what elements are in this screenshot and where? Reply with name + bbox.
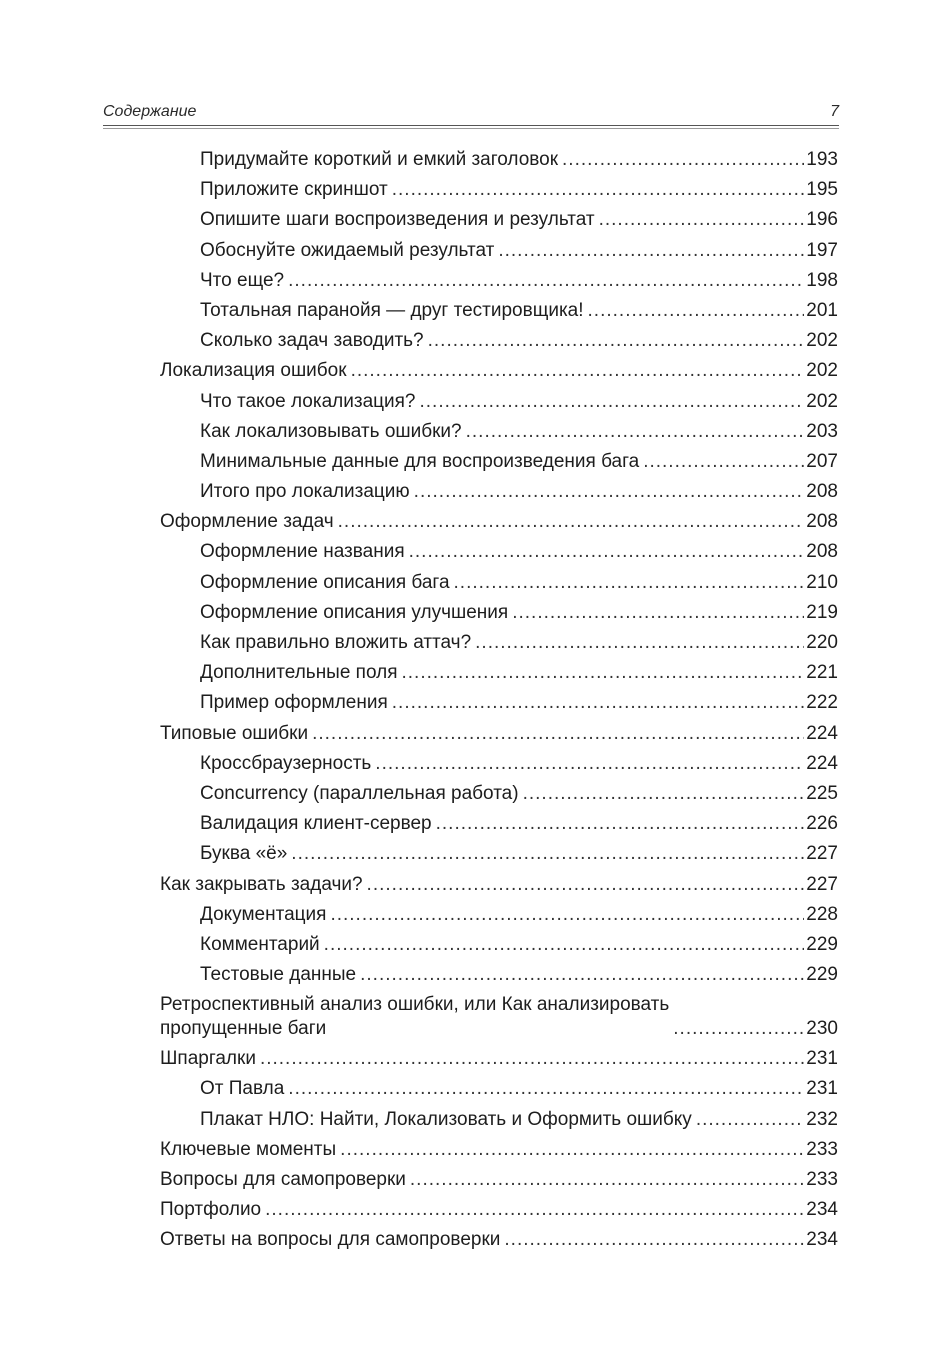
header-rule-secondary xyxy=(103,128,839,129)
toc-entry-page: 220 xyxy=(806,632,838,653)
dot-leader xyxy=(428,326,804,356)
toc-entry[interactable] xyxy=(0,1225,938,1255)
toc-entry-page: 229 xyxy=(806,933,838,955)
toc-entry[interactable] xyxy=(0,1195,938,1225)
toc-entry-page: 210 xyxy=(806,571,838,593)
toc-entry[interactable] xyxy=(0,326,938,356)
header-page-number: 7 xyxy=(830,103,839,120)
toc-entry-title: Буква «ё» xyxy=(200,843,288,865)
toc-entry-page: 202 xyxy=(806,360,838,382)
toc-entry[interactable] xyxy=(0,1044,938,1074)
toc-entry-page: 203 xyxy=(806,420,838,442)
toc-entry-title: Тотальная паранойя — друг тестировщика! xyxy=(200,299,584,321)
dot-leader xyxy=(338,507,804,537)
dot-leader xyxy=(375,749,804,779)
toc-entry-title xyxy=(160,993,669,1041)
toc-entry-title: Обоснуйте ожидаемый результат xyxy=(200,239,495,261)
toc-entry[interactable] xyxy=(0,779,938,809)
toc-entry[interactable] xyxy=(0,839,938,869)
dot-leader xyxy=(588,296,804,326)
toc-entry-title: Ключевые моменты xyxy=(160,1138,337,1160)
toc-entry-title: Комментарий xyxy=(200,933,320,955)
toc-entry[interactable] xyxy=(0,266,938,296)
toc-entry[interactable] xyxy=(0,387,938,417)
toc-entry-page: 198 xyxy=(806,269,838,291)
toc-entry-page: 233 xyxy=(806,1138,838,1160)
toc-entry-title: Как закрывать задачи? xyxy=(160,873,363,895)
toc-entry[interactable] xyxy=(0,990,938,1044)
toc-entry-title: Сколько задач заводить? xyxy=(200,330,424,352)
toc-entry-page: 227 xyxy=(806,843,838,865)
toc-entry-title: Минимальные данные для воспроизведения бага xyxy=(200,450,640,472)
dot-leader xyxy=(340,1135,804,1165)
toc-entry[interactable] xyxy=(0,507,938,537)
dot-leader xyxy=(410,1165,804,1195)
toc-entry-page: 228 xyxy=(806,903,838,925)
toc-entry-title: Приложите скриншот xyxy=(200,179,388,201)
toc-entry[interactable] xyxy=(0,960,938,990)
dot-leader xyxy=(466,417,804,447)
toc-entry[interactable] xyxy=(0,417,938,447)
toc-entry-page: 224 xyxy=(806,752,838,774)
toc-entry-title: Типовые ошибки xyxy=(160,722,309,744)
toc-entry[interactable] xyxy=(0,870,938,900)
toc-entry-page: 202 xyxy=(806,390,838,412)
dot-leader xyxy=(409,537,804,567)
dot-leader xyxy=(512,598,804,628)
dot-leader xyxy=(360,960,804,990)
toc-entry-title: Опишите шаги воспроизведения и результат xyxy=(200,209,595,231)
toc-entry-title: Что еще? xyxy=(200,269,285,291)
toc-entry-page: 208 xyxy=(806,481,838,503)
toc-entry[interactable] xyxy=(0,1135,938,1165)
dot-leader xyxy=(351,356,804,386)
toc-entry-title: Вопросы для самопроверки xyxy=(160,1169,406,1190)
toc-entry-page: 207 xyxy=(806,450,838,472)
toc-entry-title: Что такое локализация? xyxy=(200,390,416,412)
toc-entry-page: 222 xyxy=(806,692,838,714)
toc-entry[interactable] xyxy=(0,1105,938,1135)
dot-leader xyxy=(643,447,804,477)
toc-entry-page: 231 xyxy=(806,1048,838,1070)
dot-leader xyxy=(402,658,805,688)
toc-entry[interactable] xyxy=(0,296,938,326)
dot-leader xyxy=(673,1014,804,1044)
toc-entry-title-line2: пропущенные баги xyxy=(160,1018,327,1040)
toc-entry[interactable] xyxy=(0,1165,938,1195)
toc-entry-title: От Павла xyxy=(200,1078,285,1100)
toc-entry-page: 229 xyxy=(806,964,838,986)
dot-leader xyxy=(291,839,804,869)
dot-leader xyxy=(504,1225,804,1255)
dot-leader xyxy=(312,719,804,749)
toc-entry-page: 208 xyxy=(806,511,838,533)
dot-leader xyxy=(288,266,804,296)
toc-entry-title: Как локализовывать ошибки? xyxy=(200,420,462,442)
dot-leader xyxy=(414,477,804,507)
toc-entry[interactable] xyxy=(0,658,938,688)
toc-entry[interactable] xyxy=(0,537,938,567)
toc-entry[interactable] xyxy=(0,598,938,628)
toc-entry-title: Портфолио xyxy=(160,1199,262,1221)
toc-entry-page: 208 xyxy=(806,541,838,563)
dot-leader xyxy=(436,809,804,839)
toc-entry-page: 219 xyxy=(806,601,838,623)
toc-entry[interactable] xyxy=(0,145,938,175)
dot-leader xyxy=(475,628,804,658)
toc-entry-title: Ответы на вопросы для самопроверки xyxy=(160,1229,501,1251)
dot-leader xyxy=(696,1105,804,1135)
header-rule xyxy=(103,125,839,126)
toc-entry-title: Оформление названия xyxy=(200,541,405,563)
toc-entry[interactable] xyxy=(0,688,938,718)
dot-leader xyxy=(324,930,804,960)
toc-entry-page: 234 xyxy=(806,1199,838,1221)
toc-entry-title-line1: Ретроспективный анализ ошибки, или Как анализировать xyxy=(160,994,670,1016)
toc-entry[interactable] xyxy=(0,205,938,235)
toc-entry-page: 226 xyxy=(806,813,838,835)
toc-entry-page: 227 xyxy=(806,873,838,895)
toc-entry[interactable] xyxy=(0,236,938,266)
running-header xyxy=(103,103,839,127)
toc-entry-page: 201 xyxy=(806,299,838,321)
toc-entry-title: Придумайте короткий и емкий заголовок xyxy=(200,149,559,170)
toc-entry-page: 231 xyxy=(806,1078,838,1100)
toc-entry[interactable] xyxy=(0,809,938,839)
dot-leader xyxy=(562,145,804,175)
toc-entry[interactable] xyxy=(0,568,938,598)
toc-entry-page: 230 xyxy=(806,1018,838,1040)
toc-entry-title: Валидация клиент-сервер xyxy=(200,813,432,835)
toc-entry-title: Оформление задач xyxy=(160,511,334,533)
toc-entry[interactable] xyxy=(0,749,938,779)
toc-entry-title: Оформление описания улучшения xyxy=(200,601,509,623)
dot-leader xyxy=(265,1195,804,1225)
toc-entry-title: Кроссбраузерность xyxy=(200,752,372,774)
dot-leader xyxy=(498,236,804,266)
toc-entry[interactable] xyxy=(0,356,938,386)
toc-entry-page: 197 xyxy=(806,239,838,261)
toc-entry-page: 195 xyxy=(806,179,838,201)
dot-leader xyxy=(454,568,804,598)
toc-entry[interactable] xyxy=(0,1074,938,1104)
toc-entry-page: 202 xyxy=(806,330,838,352)
toc-entry-page: 233 xyxy=(806,1169,838,1190)
toc-entry-title: Concurrency (параллельная работа) xyxy=(200,782,519,804)
toc-entry-page: 232 xyxy=(806,1108,838,1130)
toc-entry[interactable] xyxy=(0,477,938,507)
toc-entry-title: Шпаргалки xyxy=(160,1048,256,1070)
dot-leader xyxy=(367,870,804,900)
toc-entry[interactable] xyxy=(0,930,938,960)
toc-entry-title: Пример оформления xyxy=(200,692,388,714)
header-title: Содержание xyxy=(103,103,197,120)
toc-entry[interactable] xyxy=(0,628,938,658)
toc-entry[interactable] xyxy=(0,175,938,205)
toc-entry-title: Плакат НЛО: Найти, Локализовать и Оформить ошибку xyxy=(200,1108,692,1130)
toc-entry-page: 221 xyxy=(806,662,838,684)
dot-leader xyxy=(330,900,804,930)
dot-leader xyxy=(420,387,805,417)
toc-entry-title: Итого про локализацию xyxy=(200,481,410,503)
dot-leader xyxy=(599,205,804,235)
dot-leader xyxy=(392,175,804,205)
toc-entry-page: 234 xyxy=(806,1229,838,1251)
table-of-contents xyxy=(0,145,938,1256)
dot-leader xyxy=(288,1074,804,1104)
toc-entry-title: Локализация ошибок xyxy=(160,360,347,382)
toc-entry-title: Дополнительные поля xyxy=(200,662,398,684)
dot-leader xyxy=(260,1044,804,1074)
toc-entry-page: 224 xyxy=(806,722,838,744)
toc-entry[interactable] xyxy=(0,447,938,477)
toc-entry[interactable] xyxy=(0,719,938,749)
toc-entry-title: Оформление описания бага xyxy=(200,571,450,593)
toc-entry[interactable] xyxy=(0,900,938,930)
toc-entry-page: 193 xyxy=(806,149,838,170)
toc-entry-title: Тестовые данные xyxy=(200,964,357,986)
dot-leader xyxy=(523,779,804,809)
toc-entry-page: 196 xyxy=(806,209,838,231)
toc-entry-page: 225 xyxy=(806,782,838,804)
toc-entry-title: Как правильно вложить аттач? xyxy=(200,632,472,653)
dot-leader xyxy=(392,688,804,718)
toc-entry-title: Документация xyxy=(200,903,327,925)
